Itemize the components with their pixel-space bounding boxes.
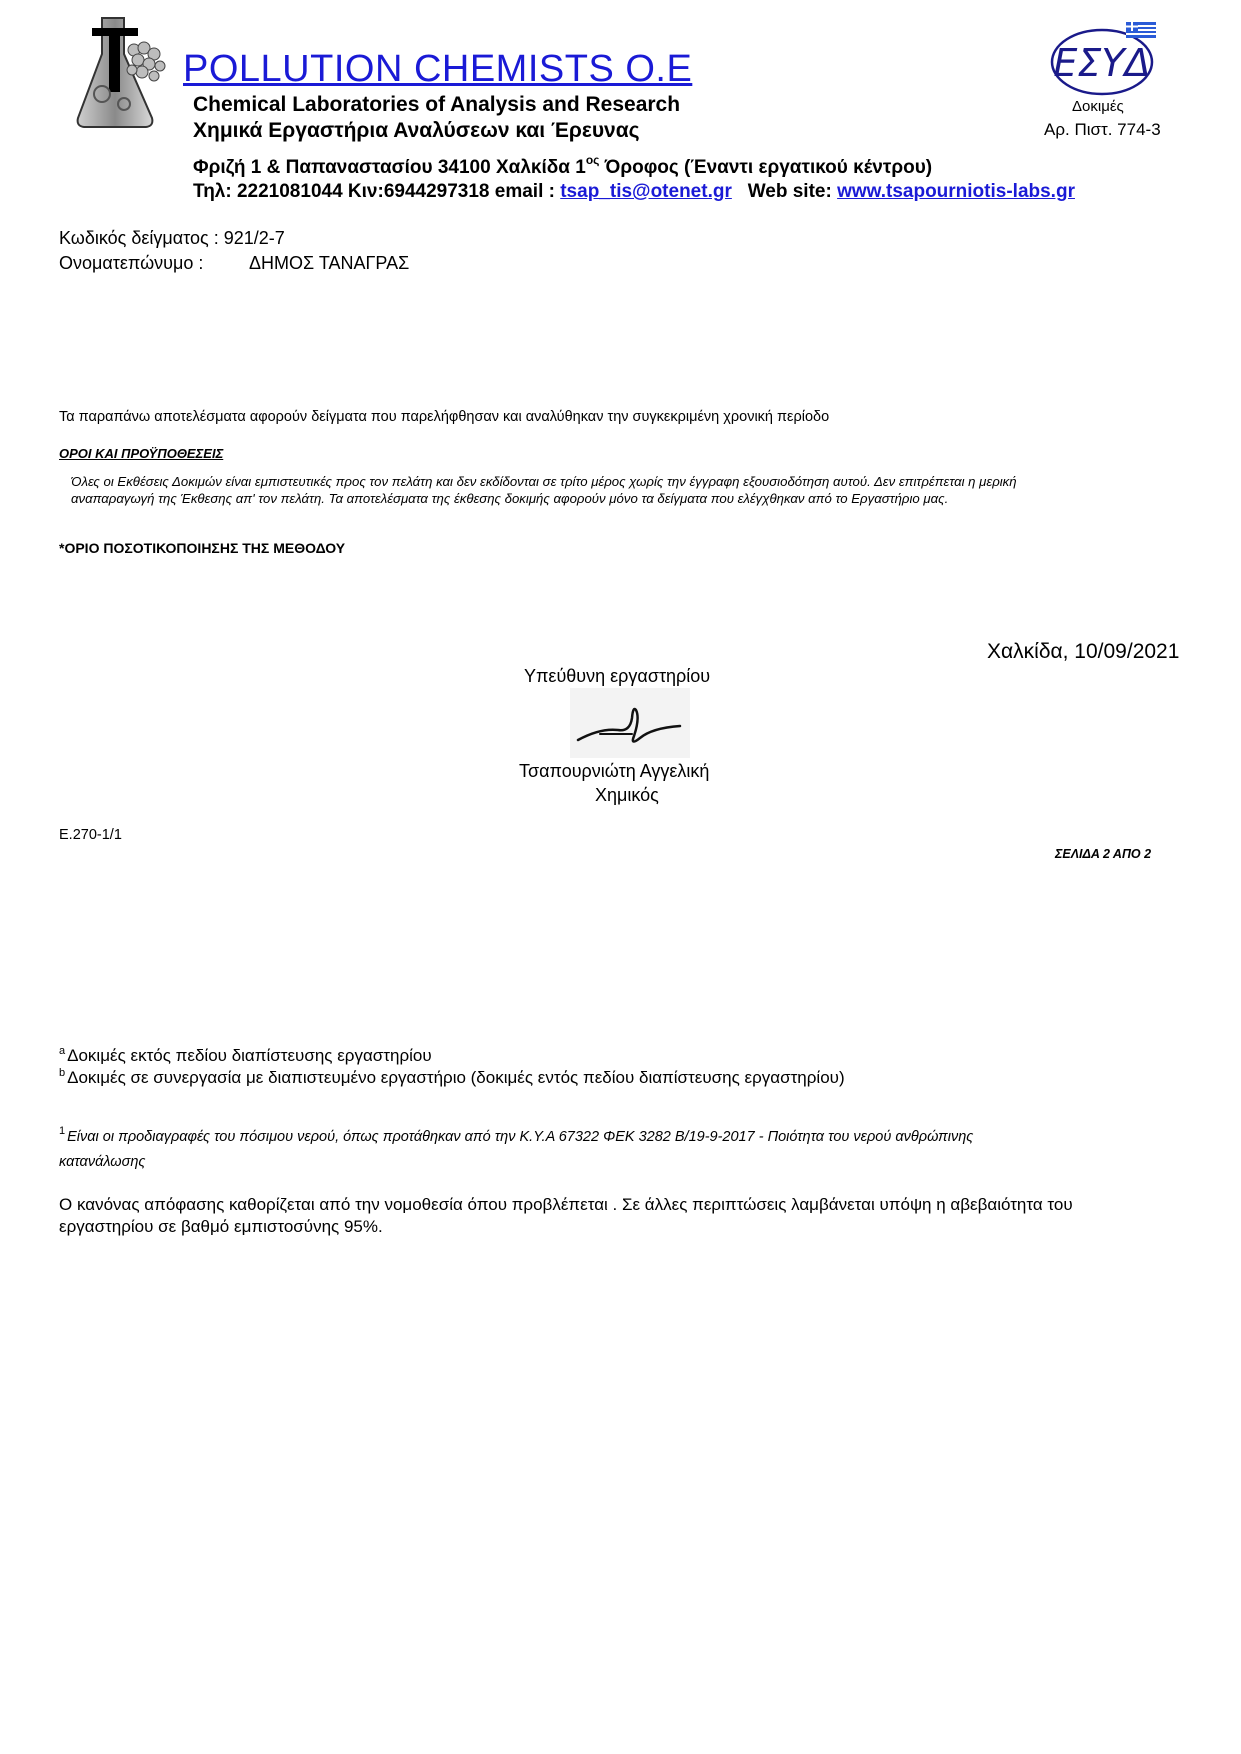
- sample-code-label: Κωδικός δείγματος :: [59, 228, 224, 248]
- results-note: Τα παραπάνω αποτελέσματα αφορούν δείγματα που παρελήφθησαν και αναλύθηκαν την συγκεκριμένη χρονική περίοδο: [59, 409, 830, 425]
- accreditation-logo: [1050, 20, 1160, 98]
- greek-flag-icon: [1126, 22, 1156, 38]
- company-logo: [74, 14, 174, 132]
- client-name-label: Ονοματεπώνυμο :: [59, 253, 204, 273]
- handwritten-signature-icon: [570, 688, 690, 758]
- address-line: [193, 153, 933, 179]
- footnote-a: [59, 1046, 432, 1066]
- signatory-role: Υπεύθυνη εργαστηρίου: [524, 666, 711, 686]
- company-name: POLLUTION CHEMISTS O.E: [183, 48, 693, 90]
- footnote-1-text: Είναι οι προδιαγραφές του πόσιμου νερού, όπως προτάθηκαν από την Κ.Υ.Α 67322 ΦΕΚ 3282 Β/19-9-2017 - Ποιότητα του νερού ανθρώπινης: [67, 1129, 974, 1145]
- address-text: Φριζή 1 & Παπαναστασίου 34100 Χαλκίδα 1: [193, 157, 586, 178]
- footnote-b-text: Δοκιμές σε συνεργασία με διαπιστευμένο εργαστήριο (δοκιμές εντός πεδίου διαπίστευσης εργαστηρίου): [67, 1068, 845, 1087]
- footnote-a-mark: a: [59, 1045, 66, 1057]
- signature-image: [570, 688, 690, 758]
- sample-code-value: 921/2-7: [223, 228, 285, 248]
- footnote-1-line-2: κατανάλωσης: [59, 1154, 146, 1170]
- subtitle-english: Chemical Laboratories of Analysis and Research: [193, 93, 681, 116]
- footnote-b: [59, 1068, 845, 1088]
- accreditation-number: Αρ. Πιστ. 774-3: [1044, 120, 1161, 139]
- website-link[interactable]: www.tsapourniotis-labs.gr: [837, 181, 1075, 202]
- floor-superscript: ος: [585, 153, 600, 167]
- decision-rule-line-1: Ο κανόνας απόφασης καθορίζεται από την νομοθεσία όπου προβλέπεται . Σε άλλες περιπτώσεις λαμβάνεται υπόψη η αβεβαιότητα του: [59, 1195, 1073, 1214]
- footnote-1-mark: 1: [59, 1125, 66, 1137]
- signatory-name: Τσαπουρνιώτη Αγγελική: [519, 761, 710, 781]
- phone-text: Τηλ: 2221081044 Κιν:6944297318 email :: [193, 181, 561, 202]
- page-number: ΣΕΛΙΔΑ 2 ΑΠΟ 2: [1055, 847, 1152, 861]
- terms-heading: ΟΡΟΙ ΚΑΙ ΠΡΟΫΠΟΘΕΣΕΙΣ: [59, 446, 224, 461]
- quantification-limit-note: *ΟΡΙΟ ΠΟΣΟΤΙΚΟΠΟΙΗΣΗΣ ΤΗΣ ΜΕΘΟΔΟΥ: [59, 540, 346, 556]
- email-link[interactable]: tsap_tis@otenet.gr: [560, 181, 732, 202]
- place-date: Χαλκίδα, 10/09/2021: [987, 640, 1180, 663]
- sample-code-row: [59, 228, 285, 249]
- terms-line-1: Όλες οι Εκθέσεις Δοκιμών είναι εμπιστευτικές προς τον πελάτη και δεν εκδίδονται σε τρίτο μέρος χωρίς την έγγραφη εξουσιοδότηση αυτού. Δεν επιτρέπεται η μερική: [71, 474, 1017, 489]
- signatory-title: Χημικός: [595, 785, 659, 805]
- footnote-a-text: Δοκιμές εκτός πεδίου διαπίστευσης εργαστηρίου: [67, 1046, 432, 1065]
- form-code: Ε.270-1/1: [59, 827, 122, 843]
- client-name-value: ΔΗΜΟΣ ΤΑΝΑΓΡΑΣ: [249, 253, 410, 273]
- accreditation-label: Δοκιμές: [1072, 98, 1124, 115]
- subtitle-greek: Χημικά Εργαστήρια Αναλύσεων και Έρευνας: [193, 119, 640, 142]
- esyd-logo-icon: [1050, 20, 1160, 98]
- address-floor: Όροφος (Έναντι εργατικού κέντρου): [599, 157, 933, 178]
- esyd-logo-text: ΕΣΥΔ: [1053, 41, 1151, 85]
- decision-rule-line-2: εργαστηρίου σε βαθμό εμπιστοσύνης 95%.: [59, 1217, 383, 1236]
- website-label: Web site:: [731, 181, 838, 202]
- footnote-b-mark: b: [59, 1067, 66, 1079]
- flask-logo-icon: [74, 14, 174, 132]
- terms-line-2: αναπαραγωγή της Έκθεσης απ' τον πελάτη. Τα αποτελέσματα της έκθεσης δοκιμής αφορούν μόνο τα δείγματα που ελέγχθηκαν από το Εργαστήριο μας.: [71, 491, 949, 506]
- contact-line: [193, 181, 1075, 203]
- footnote-1-line-1: [59, 1125, 974, 1145]
